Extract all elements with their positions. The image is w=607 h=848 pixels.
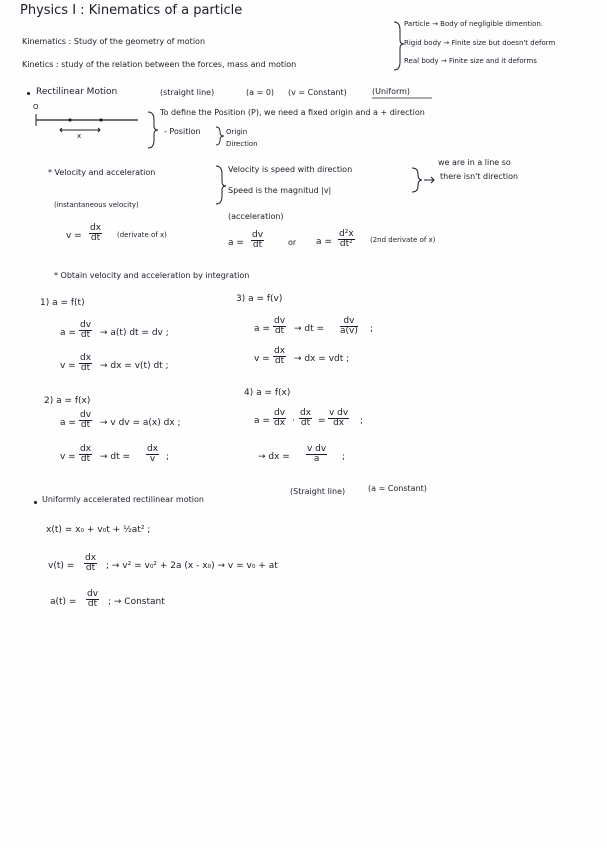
denominator: dt	[80, 454, 91, 465]
velocity-definition: Velocity is speed with direction	[228, 165, 353, 174]
vdv-a-fraction	[306, 445, 327, 465]
dv-dt-fraction	[79, 321, 92, 341]
position-label: - Position	[164, 127, 201, 136]
derivative-of-x-note: (derivate of x)	[117, 231, 167, 239]
acceleration-equation-a: a(t) =	[50, 597, 77, 607]
case-1-heading: 1) a = f(t)	[40, 298, 85, 308]
denominator: dt	[300, 418, 311, 429]
denominator: a(v)	[340, 326, 358, 337]
numerator: dv	[252, 230, 264, 240]
case-2-line-2b: → dt =	[100, 452, 131, 462]
numerator: v dv	[307, 444, 327, 454]
dv-dt-fraction	[273, 317, 286, 337]
case-3-line-1c: ;	[370, 324, 374, 334]
a-equals-2: a =	[316, 237, 332, 247]
denominator: dt	[85, 563, 96, 574]
denominator: dt	[274, 326, 285, 337]
number-line-dot	[68, 118, 71, 121]
velocity-heading: * Velocity and acceleration	[48, 168, 156, 177]
origin-o-label: O	[33, 103, 39, 111]
acceleration-label: (acceleration)	[228, 212, 284, 221]
v-equals: v =	[66, 231, 82, 241]
dv-dt-fraction	[79, 411, 92, 431]
line-note-1: we are in a line so	[438, 158, 511, 167]
velocity-equation-a: v(t) =	[48, 561, 75, 571]
case-4-dot: ·	[292, 416, 295, 426]
numerator: dx	[85, 553, 97, 563]
second-derivative-note: (2nd derivate of x)	[370, 236, 436, 244]
numerator: dx	[80, 444, 92, 454]
numerator: dx	[80, 353, 92, 363]
case-1-line-1b: → a(t) dt = dv ;	[100, 328, 169, 338]
case-1-line-2a: v =	[60, 361, 76, 371]
denominator: dt	[252, 240, 263, 251]
dx-dt-fraction	[84, 554, 97, 574]
denominator: dt	[90, 233, 101, 244]
speed-definition: Speed is the magnitud |v|	[228, 186, 332, 195]
straight-line-note: (straight line)	[160, 88, 215, 97]
numerator: dx	[90, 223, 102, 233]
numerator: dx	[274, 346, 286, 356]
dx-dt-fraction	[79, 354, 92, 374]
direction-label: Direction	[226, 140, 258, 148]
denominator: dt	[80, 330, 91, 341]
case-2-line-2c: ;	[166, 452, 170, 462]
case-2-heading: 2) a = f(x)	[44, 396, 91, 406]
define-brace	[148, 112, 158, 148]
case-1-line-1a: a =	[60, 328, 76, 338]
numerator: d²x	[339, 229, 354, 239]
denominator: a	[313, 454, 320, 465]
origin-brace	[216, 127, 224, 145]
a-constant: (a = Constant)	[368, 484, 427, 493]
uniform-heading: Uniformly accelerated rectilinear motion	[42, 495, 204, 504]
rectilinear-heading: Rectilinear Motion	[36, 87, 118, 97]
dx-dt-fraction	[79, 445, 92, 465]
denominator: dt	[87, 599, 98, 610]
case-3-line-2b: → dx = vdt ;	[294, 354, 350, 364]
kinetics-definition: Kinetics : study of the relation between the forces, mass and motion	[22, 60, 297, 69]
dv-av-fraction	[340, 317, 358, 337]
numerator: dv	[80, 320, 92, 330]
body-real: Real body → Finite size and it deforms	[404, 57, 537, 65]
line-note-2: there isn't direction	[440, 172, 519, 181]
case-3-heading: 3) a = f(v)	[236, 294, 283, 304]
case-1-line-2b: → dx = v(t) dt ;	[100, 361, 169, 371]
acceleration-equation-b: ; → Constant	[108, 597, 165, 607]
case-4-line-1d: ;	[360, 416, 364, 426]
body-rigid: Rigid body → Finite size but doesn't deform	[404, 39, 556, 47]
dv-dt-fraction	[86, 590, 99, 610]
dx-dt-fraction	[299, 409, 312, 429]
case-4-line-2b: ;	[342, 452, 346, 462]
denominator: v	[149, 454, 156, 465]
kinematics-definition: Kinematics : Study of the geometry of motion	[22, 37, 206, 46]
dx-dt-fraction	[89, 224, 102, 244]
case-3-line-1a: a =	[254, 324, 270, 334]
velocity-brace	[216, 166, 226, 204]
denominator: dx	[333, 418, 345, 429]
numerator: v dv	[329, 408, 349, 418]
case-3-line-1b: → dt =	[294, 324, 325, 334]
numerator: dv	[340, 317, 358, 327]
denominator: dt²	[339, 239, 353, 250]
instantaneous-velocity-label: (instantaneous velocity)	[54, 201, 139, 209]
case-3-line-2a: v =	[254, 354, 270, 364]
v-constant: (v = Constant)	[288, 88, 347, 97]
dv-dx-fraction	[273, 409, 286, 429]
numerator: dv	[87, 589, 99, 599]
case-4-equals: =	[318, 416, 326, 426]
numerator: dx	[147, 444, 159, 454]
define-position-text: To define the Position (P), we need a fixed origin and a + direction	[160, 108, 425, 117]
case-2-line-1a: a =	[60, 418, 76, 428]
vdv-dx-fraction	[328, 409, 349, 429]
numerator: dv	[274, 316, 286, 326]
bullet	[27, 92, 30, 95]
velocity-right-brace	[412, 168, 422, 192]
origin-label: Origin	[226, 128, 248, 136]
dv-dt-fraction	[251, 231, 264, 251]
x-label: x	[77, 132, 82, 140]
case-2-line-2a: v =	[60, 452, 76, 462]
numerator: dv	[274, 408, 286, 418]
velocity-equation-b: ; → v² = v₀² + 2a (x - x₀) → v = v₀ + at	[106, 561, 278, 571]
a-equals: a =	[228, 238, 244, 248]
uniform-straight-line: (Straight line)	[290, 487, 346, 496]
position-equation: x(t) = x₀ + v₀t + ½at² ;	[46, 525, 151, 535]
case-4-heading: 4) a = f(x)	[244, 388, 291, 398]
page-title: Physics I : Kinematics of a particle	[20, 3, 243, 18]
uniform-label: (Uniform)	[372, 87, 411, 96]
body-particle: Particle → Body of negligible dimention.	[404, 20, 544, 28]
d2x-dt2-fraction	[338, 230, 355, 250]
case-4-line-2a: → dx =	[258, 452, 290, 462]
or-label: or	[288, 238, 297, 247]
dx-dt-fraction	[273, 347, 286, 367]
number-line-dot	[99, 118, 102, 121]
denominator: dt	[274, 356, 285, 367]
bullet	[34, 501, 37, 504]
case-4-line-1a: a =	[254, 416, 270, 426]
a-zero: (a = 0)	[246, 88, 275, 97]
numerator: dv	[80, 410, 92, 420]
dx-v-fraction	[146, 445, 159, 465]
denominator: dt	[80, 363, 91, 374]
denominator: dx	[274, 418, 286, 429]
bodies-brace	[394, 22, 404, 70]
denominator: dt	[80, 420, 91, 431]
case-2-line-1b: → v dv = a(x) dx ;	[100, 418, 181, 428]
numerator: dx	[300, 408, 312, 418]
integration-heading: * Obtain velocity and acceleration by integration	[54, 271, 250, 280]
